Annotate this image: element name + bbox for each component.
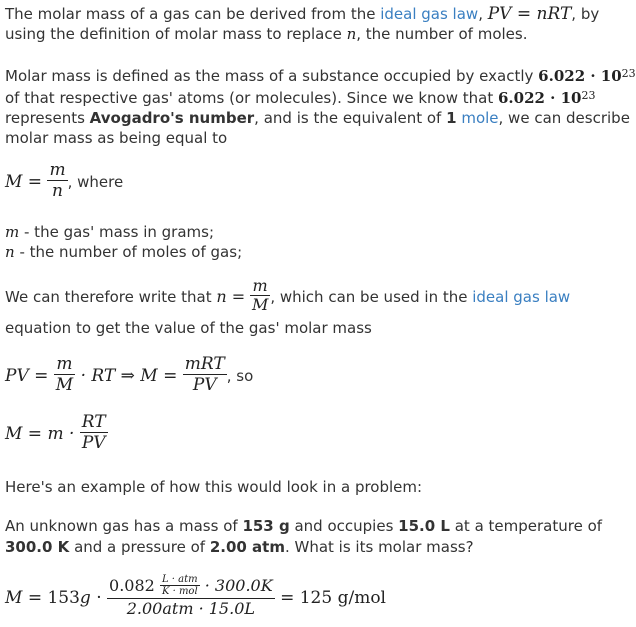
denominator: K · mol [161, 586, 198, 597]
text: , and is the equivalent of [254, 109, 447, 127]
text: Molar mass is defined as the mass of a substance occupied by exactly [5, 67, 539, 85]
definition-n [5, 242, 242, 262]
definition-m [5, 222, 214, 242]
ideal-gas-law-link[interactable]: ideal gas law [380, 5, 479, 23]
text: and a pressure of [69, 538, 210, 556]
result: = 125 g/mol [280, 588, 386, 608]
text: , by [571, 5, 600, 23]
fraction-m-over-M [250, 277, 270, 314]
equation-molar-mass [5, 162, 123, 203]
text: represents [5, 109, 90, 127]
text: equation to get the value of the gas' molar mass [5, 319, 372, 337]
numerator: m [49, 160, 66, 180]
numerator: m [252, 276, 268, 295]
paragraph-1-line-2 [5, 24, 527, 44]
text: - the gas' mass in grams; [19, 223, 214, 241]
eq-part: · RT ⇒ M = [80, 366, 178, 386]
avogadro-constant: $6.022 \cdot 10^{23}$ [538, 67, 636, 85]
text: Here's an example of how this would look in a problem: [5, 478, 423, 496]
text: , which can be used in the [270, 288, 473, 306]
text: - the number of moles of gas; [14, 243, 243, 261]
text: , we can describe [498, 109, 630, 127]
numerator: L · atm [161, 574, 198, 585]
paragraph-5-line-1 [5, 516, 602, 536]
mass-value: 153 g [242, 517, 290, 535]
fraction-mRT-over-PV [183, 354, 227, 395]
paragraph-3-line-1 [5, 276, 571, 316]
denominator: M [251, 295, 269, 314]
fraction-RT-over-PV [80, 412, 108, 453]
text: , where [67, 173, 124, 191]
denominator: 2.00atm · 15.0L [107, 598, 275, 618]
text: and occupies [289, 517, 399, 535]
paragraph-3-line-2 [5, 318, 372, 338]
fraction-m-over-n [47, 160, 67, 201]
paragraph-2-line-4 [5, 128, 227, 148]
n-symbol: n [5, 243, 15, 261]
avogadros-number-bold: Avogadro's number [89, 109, 255, 127]
equation-molar-mass-final [5, 414, 108, 455]
equation-example-solution [5, 574, 386, 620]
denominator: M [55, 375, 74, 395]
paragraph-2-line-2 [5, 88, 595, 108]
fraction-solution [107, 575, 275, 618]
paragraph-5-line-2 [5, 537, 474, 557]
numerator: mRT [184, 354, 225, 374]
text: An unknown gas has a mass of [5, 517, 243, 535]
n-symbol: n [346, 25, 357, 43]
mole-link[interactable]: mole [461, 109, 499, 127]
one-bold: 1 [446, 109, 457, 127]
text: We can therefore write that [5, 288, 217, 306]
numerator: RT [81, 412, 106, 432]
fraction-m-over-M [54, 354, 75, 395]
eq-part: M = m · [5, 424, 75, 444]
avogadro-constant: $6.022 \cdot 10^{23}$ [497, 89, 596, 107]
volume-value: 15.0 L [398, 517, 450, 535]
denominator: PV [80, 432, 108, 453]
paragraph-2-line-3 [5, 108, 630, 128]
text: using the definition of molar mass to replace [5, 25, 347, 43]
m-symbol: m [5, 223, 20, 241]
numerator [107, 575, 275, 598]
temperature-term: · 300.0K [204, 576, 273, 595]
text: , the number of moles. [356, 25, 528, 43]
ideal-gas-law-link[interactable]: ideal gas law [472, 288, 571, 306]
text: of that respective gas' atoms (or molecules). Since we know that [5, 89, 498, 107]
text: . What is its molar mass? [284, 538, 474, 556]
ideal-gas-equation: PV = nRT [487, 4, 572, 24]
text: The molar mass of a gas can be derived from the [5, 5, 381, 23]
gas-constant-value: 0.082 [109, 576, 155, 595]
denominator: n [47, 180, 67, 201]
numerator: m [56, 354, 73, 374]
paragraph-2-line-1 [5, 66, 636, 86]
text: , so [226, 367, 254, 385]
paragraph-4 [5, 477, 422, 497]
eq-part: PV = [5, 366, 49, 386]
eq-lhs: M = [5, 172, 43, 192]
equation-derivation [5, 356, 253, 397]
eq-part: M = 153g · [5, 588, 102, 608]
eq-lhs: n = [216, 287, 246, 306]
gas-constant-units [160, 574, 200, 597]
pressure-value: 2.00 atm [209, 538, 285, 556]
text: molar mass as being equal to [5, 129, 228, 147]
text: at a temperature of [449, 517, 603, 535]
text: , [478, 5, 488, 23]
paragraph-1-line-1 [5, 4, 599, 24]
temperature-value: 300.0 K [5, 538, 70, 556]
denominator: PV [183, 374, 227, 395]
